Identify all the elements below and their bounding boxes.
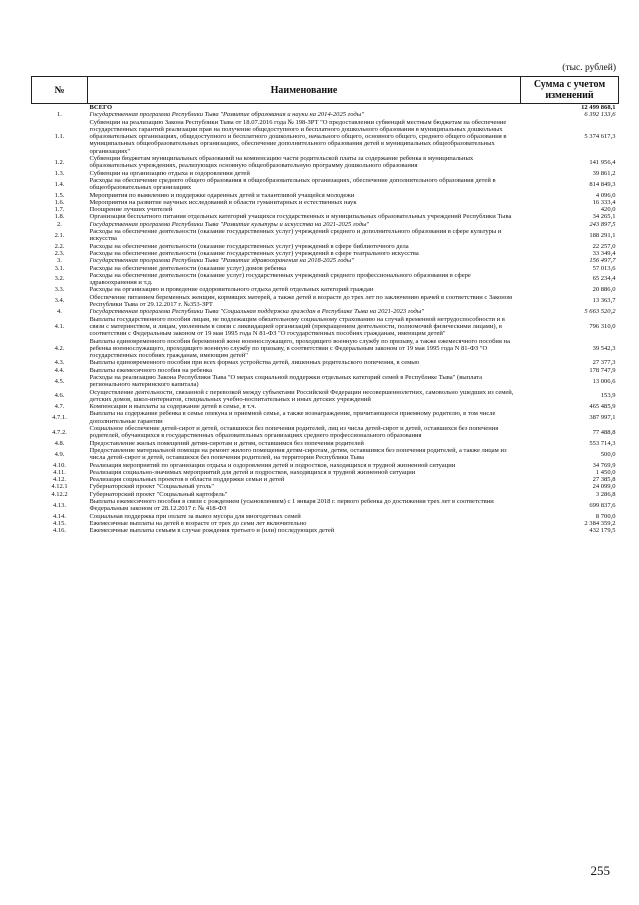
row-number: 1.8. xyxy=(54,213,65,221)
row-name: Предоставление жилых помещений детям-сиротам и детям, оставшимся без попечения родителей xyxy=(89,439,364,447)
row-name: Выплаты государственного пособия лицам, не подлежащим обязательному социальному страхованию на случай временной нетрудоспособности и в связи с материнством, и лицам, уволенным в связи с ликвидацией организаций (прекращением деятельности, полномочий физическими лицами), в соответствии с Федеральным законом от 19 мая 1995 года N 81-ФЗ "О государственных пособиях гражданам, имеющим детей" xyxy=(89,315,505,338)
page-number: 255 xyxy=(590,863,610,878)
table-row xyxy=(32,228,619,243)
row-name: Государственная программа Республики Тыва "Социальная поддержка граждан в Республике Тыва на 2021-2023 годы" xyxy=(89,308,425,316)
table-row xyxy=(32,199,619,206)
row-name: Организация бесплатного питания отдельных категорий учащихся государственных и муниципальных образовательных учреждений Республики Тыва xyxy=(89,213,512,221)
row-name: Расходы на организацию и проведение оздоровительного отдыха детей отдельных категорий граждан xyxy=(89,286,374,294)
table-row xyxy=(32,410,619,425)
table-row xyxy=(32,170,619,177)
table-row xyxy=(32,403,619,410)
table-row xyxy=(32,294,619,309)
row-name: Осуществление деятельности, связанной с перевозкой между субъектами Российской Федерации несовершеннолетних, самовольно ушедших из семей, детских домов, школ-интернатов, специальных учебно-воспитательных и иных детских учреждений xyxy=(89,388,514,403)
row-number: 4.8. xyxy=(54,439,65,447)
row-name: Поощрение лучших учителей xyxy=(89,206,173,214)
row-name: Ежемесячные выплаты на детей в возрасте от трех до семи лет включительно xyxy=(89,519,307,527)
row-amount: 4 096,0 xyxy=(595,191,616,199)
budget-table xyxy=(31,76,619,535)
row-name: Расходы на обеспечение деятельности (оказание государственных услуг) учреждений в сфере театрального искусства xyxy=(89,249,419,257)
row-number: 4.15. xyxy=(52,519,67,527)
row-number: 1.1. xyxy=(54,133,65,141)
row-amount: 34 265,1 xyxy=(592,213,616,221)
row-number: 4.7.1. xyxy=(52,414,67,422)
row-amount: 22 257,0 xyxy=(592,242,616,250)
row-name: Государственная программа Республики Тыва "Развитие культуры и искусства на 2021-2025 годы" xyxy=(89,220,370,228)
header-name: Наименование xyxy=(88,77,521,104)
table-row xyxy=(32,192,619,199)
table-row xyxy=(32,272,619,287)
row-amount: 796 310,0 xyxy=(589,322,616,330)
row-number: 4.13. xyxy=(52,501,67,509)
row-name: Реализация социально-значимых мероприятий для детей и подростков, находящихся в трудной жизненной ситуации xyxy=(89,468,416,476)
table-row xyxy=(32,476,619,483)
row-number: 3. xyxy=(57,257,62,265)
row-name: Социальная поддержка при оплате за вывоз мусора для многодетных семей xyxy=(89,512,301,520)
table-row xyxy=(32,308,619,315)
row-name: Ежемесячные выплаты семьям в случае рождения третьего и (или) последующих детей xyxy=(89,527,335,535)
row-number: 4.10. xyxy=(52,461,67,469)
row-name: Выплаты ежемесячного пособия на ребенка xyxy=(89,366,213,374)
row-number: 4.12.1 xyxy=(51,483,68,491)
row-name: Расходы на обеспечение среднего общего образования в общеобразовательных организациях, обеспечение дополнительного образования детей в общеобразовательных организациях xyxy=(89,176,496,192)
row-name: ВСЕГО xyxy=(89,104,113,111)
row-number: 4.2. xyxy=(54,344,65,352)
row-amount: 13 006,6 xyxy=(592,377,616,385)
table-row xyxy=(32,243,619,250)
table-row xyxy=(32,338,619,360)
row-number: 2.3. xyxy=(54,249,65,257)
row-amount: 57 013,6 xyxy=(592,264,616,272)
row-amount: 1 450,0 xyxy=(595,468,616,476)
table-row xyxy=(32,359,619,366)
row-number: 4.12. xyxy=(52,476,67,484)
row-amount: 6 392 133,6 xyxy=(584,111,616,119)
row-number: 3.2. xyxy=(54,275,65,283)
row-number: 3.4. xyxy=(54,297,65,305)
table-row xyxy=(32,257,619,264)
row-amount: 156 497,7 xyxy=(589,257,616,265)
row-number: 2. xyxy=(57,220,62,228)
row-amount: 420,0 xyxy=(600,206,616,214)
table-body xyxy=(32,104,619,535)
row-amount: 699 837,6 xyxy=(589,501,616,509)
row-amount: 500,0 xyxy=(600,450,616,458)
row-amount: 243 897,5 xyxy=(589,220,616,228)
row-number: 4.1. xyxy=(54,322,65,330)
row-name: Выплаты ежемесячного пособия в связи с рождением (усыновлением) с 1 января 2018 г. первого ребенка до достижения трех лет в соответствии Федеральным законом от 28.12.2017 г. № 418-ФЗ xyxy=(89,498,494,513)
table-row xyxy=(32,221,619,228)
row-name: Выплаты на содержание ребенка в семье опекуна и приемной семье, а также вознаграждение, причитающееся приемному родителю, в том числе дополнительные гарантии xyxy=(89,410,496,425)
row-amount: 3 286,8 xyxy=(595,490,616,498)
row-amount: 465 485,9 xyxy=(589,403,616,411)
row-name: Расходы на обеспечение деятельности (оказание государственных услуг) учреждений в сфере библиотечного дела xyxy=(89,242,409,250)
row-amount: 387 997,1 xyxy=(589,414,616,422)
row-amount: 39 861,2 xyxy=(592,169,616,177)
row-amount: 33 349,4 xyxy=(592,249,616,257)
row-number: 4.5. xyxy=(54,377,65,385)
row-number: 1.7. xyxy=(54,206,65,214)
row-amount: 188 291,1 xyxy=(589,231,616,239)
row-number: 4.7. xyxy=(54,403,65,411)
row-amount: 39 542,3 xyxy=(592,344,616,352)
row-amount: 34 769,9 xyxy=(592,461,616,469)
table-row xyxy=(32,469,619,476)
row-number: 1. xyxy=(57,111,62,119)
row-name: Субвенции бюджетам муниципальных образований на компенсацию части родительской платы за содержание ребенка в муниципальных образовательных учреждениях, реализующих основную общеобразовательную программу дошкольного образования xyxy=(89,155,474,170)
row-name: Компенсации и выплаты за содержание детей в семье, в т.ч. xyxy=(89,403,257,411)
table-row xyxy=(32,389,619,404)
row-amount: 178 747,9 xyxy=(589,366,616,374)
row-number: 4.6. xyxy=(54,392,65,400)
row-name: Реализация социальных проектов в области поддержки семьи и детей xyxy=(89,476,285,484)
row-name: Выплаты единовременного пособия беременной жене военнослужащего, проходящего военную службу по призыву, а также ежемесячного пособия на ребенка военнослужащего, проходящего военную службу по призыву, в соответствии с Федеральным законом от 19 мая 1995 года N 81-ФЗ "О государственных пособиях гражданам, имеющим детей" xyxy=(89,337,510,360)
row-amount: 77 488,8 xyxy=(592,428,616,436)
table-row xyxy=(32,367,619,374)
table-header-row xyxy=(32,77,619,104)
row-amount: 27 385,8 xyxy=(592,476,616,484)
row-number: 4.9. xyxy=(54,450,65,458)
table-row xyxy=(32,483,619,490)
row-number: 3.1. xyxy=(54,264,65,272)
table-row xyxy=(32,520,619,527)
table-row xyxy=(32,265,619,272)
table-row xyxy=(32,119,619,155)
row-name: Мероприятия на развитие научных исследований в области гуманитарных и естественных наук xyxy=(89,198,357,206)
table-row xyxy=(32,447,619,462)
row-name: Предоставление материальной помощи на ремонт жилого помещения детям-сиротам, детям, оставшимся без попечения родителей, а также лицам из числа детей-сирот и детей, оставшихся без попечения родителей, на территории Республики Тыва xyxy=(89,446,507,462)
table-row xyxy=(32,316,619,338)
row-name: Государственная программа Республики Тыва "Развитие образования и науки на 2014-2025 годы" xyxy=(89,111,364,119)
row-number: 4.3. xyxy=(54,359,65,367)
row-amount: 24 099,0 xyxy=(592,483,616,491)
row-number: 4.11. xyxy=(53,468,66,476)
table-row xyxy=(32,462,619,469)
header-sum: Сумма с учетом изменений xyxy=(521,77,619,104)
row-number: 1.6. xyxy=(54,198,65,206)
table-row xyxy=(32,513,619,520)
row-number: 4.14. xyxy=(52,512,67,520)
table-row xyxy=(32,206,619,213)
row-amount: 65 234,4 xyxy=(592,275,616,283)
row-amount: 20 886,0 xyxy=(592,286,616,294)
row-number: 2.1. xyxy=(54,231,65,239)
table-row xyxy=(32,111,619,118)
table-row xyxy=(32,527,619,534)
row-number: 1.3. xyxy=(54,169,65,177)
row-number: 2.2. xyxy=(54,242,65,250)
table-row xyxy=(32,425,619,440)
row-amount: 2 384 359,2 xyxy=(584,519,616,527)
table-row xyxy=(32,286,619,293)
row-name: Расходы на реализацию Закона Республики Тыва "О мерах социальной поддержки отдельных категорий семей в Республике Тыва" (выплата регионального материнского капитала) xyxy=(89,373,483,389)
row-number: 1.4. xyxy=(54,180,65,188)
table-row xyxy=(32,213,619,220)
row-amount: 141 956,4 xyxy=(589,158,616,166)
row-number: 1.2. xyxy=(54,158,65,166)
table-row xyxy=(32,104,619,112)
unit-label: (тыс. рублей) xyxy=(562,63,616,73)
row-name: Расходы на обеспечение деятельности (оказание государственных услуг) учреждений среднего и дополнительного образования в сфере культуры и искусства xyxy=(89,228,502,243)
row-amount: 5 663 520,2 xyxy=(584,308,616,316)
table-row xyxy=(32,250,619,257)
row-name: Губернаторский проект "Социальный картофель" xyxy=(89,490,228,498)
table-row xyxy=(32,374,619,389)
row-amount: 8 700,0 xyxy=(595,512,616,520)
row-name: Выплаты единовременного пособия при всех формах устройства детей, лишенных родительского попечения, в семью xyxy=(89,359,420,367)
row-name: Государственная программа Республики Тыва "Развитие здравоохранения на 2018-2025 годы" xyxy=(89,257,354,265)
row-name: Расходы на обеспечение деятельности (оказание услуг) государственных учреждений среднего профессионального образования в сфере здравоохранения и т.д. xyxy=(89,271,471,287)
row-amount: 432 179,5 xyxy=(589,527,616,535)
row-number: 4. xyxy=(57,308,62,316)
row-name: Мероприятия по выявлению и поддержке одаренных детей и талантливой учащейся молодежи xyxy=(89,191,355,199)
row-name: Субвенции на организацию отдыха и оздоровления детей xyxy=(89,169,250,177)
row-name: Губернаторский проект "Социальный уголь" xyxy=(89,483,215,491)
row-number: 3.3. xyxy=(54,286,65,294)
row-name: Социальное обеспечение детей-сирот и детей, оставшихся без попечения родителей, лиц из числа детей-сирот и детей, оставшихся без попечения родителей, обучающихся в государственных образовательных организациях среднего профессионального образования xyxy=(89,425,499,440)
row-amount: 553 714,3 xyxy=(589,439,616,447)
row-name: Обеспечение питанием беременных женщин, кормящих матерей, а также детей в возрасте до трех лет по заключению врачей в соответствии с Законом Республики Тыва от 29.12.2017 г. №353-ЗРТ xyxy=(89,293,513,309)
row-number: 4.12.2 xyxy=(51,490,68,498)
table-row xyxy=(32,177,619,192)
row-name: Реализация мероприятий по организации отдыха и оздоровления детей и подростков, находящихся в трудной жизненной ситуации xyxy=(89,461,456,469)
row-amount: 27 377,3 xyxy=(592,359,616,367)
table-row xyxy=(32,498,619,513)
row-amount: 814 849,3 xyxy=(589,180,616,188)
table-row xyxy=(32,491,619,498)
row-name: Расходы на обеспечение деятельности (оказание услуг) домов ребенка xyxy=(89,264,287,272)
row-number: 4.4. xyxy=(54,366,65,374)
table-row xyxy=(32,155,619,170)
table-row xyxy=(32,440,619,447)
header-num: № xyxy=(32,77,88,104)
row-number xyxy=(32,104,88,112)
row-number: 1.5. xyxy=(54,191,65,199)
row-amount: 12 499 868,1 xyxy=(581,104,616,111)
row-number: 4.7.2. xyxy=(52,428,67,436)
row-amount: 16 333,4 xyxy=(592,198,616,206)
row-number: 4.16. xyxy=(52,527,67,535)
row-name: Субвенции на реализацию Закона Республики Тыва от 18.07.2016 года № 198-ЗРТ "О предоставлении субвенций местным бюджетам на обеспечение государственных гарантий реализации прав на получение общедоступного и бесплатного дошкольного образования в муниципальных дошкольных образовательных организациях, общедоступного и бесплатного дошкольного, начального общего, основного общего, среднего общего образования в муниципальных общеобразовательных организациях, обеспечение дополнительного образования детей в муниципальных общеобразовательных организациях" xyxy=(89,118,507,155)
row-amount: 5 374 617,3 xyxy=(584,133,616,141)
row-amount: 13 363,7 xyxy=(592,297,616,305)
row-amount: 153,9 xyxy=(600,392,616,400)
